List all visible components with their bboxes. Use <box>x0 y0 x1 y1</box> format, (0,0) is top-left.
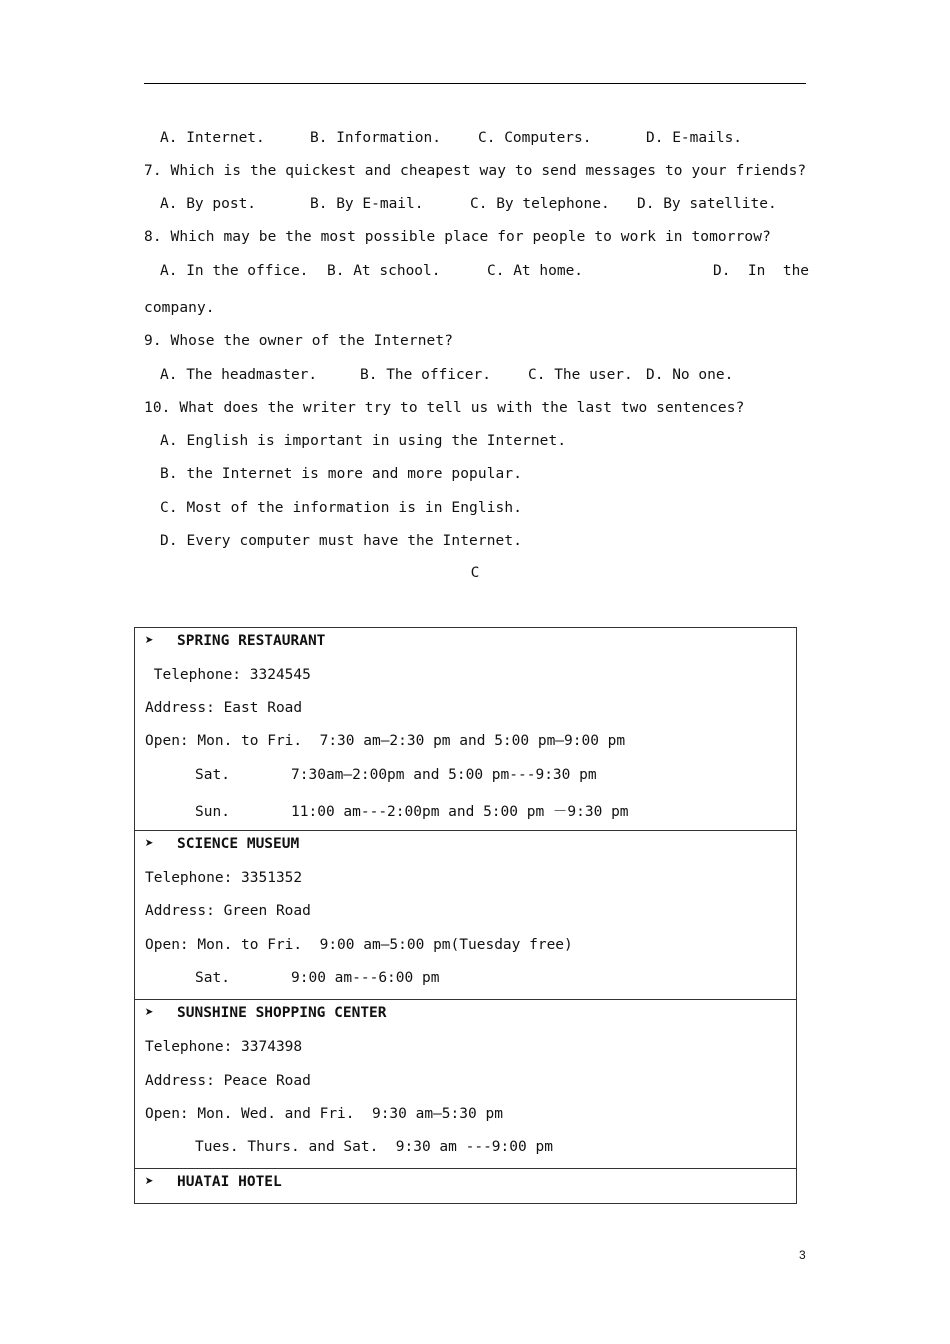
q7-options <box>160 195 800 213</box>
listing-title <box>145 836 299 852</box>
listing-telephone: Telephone: 3374398 <box>145 1039 303 1055</box>
q9-options <box>160 366 800 384</box>
q7-question: 7. Which is the quickest and cheapest way to send messages to your friends? <box>144 163 807 179</box>
listing-name: SUNSHINE SHOPPING CENTER <box>177 1005 387 1021</box>
q8-continuation: company. <box>144 300 215 316</box>
q7-option-a: A. By post. <box>160 196 257 212</box>
q8-question: 8. Which may be the most possible place for people to work in tomorrow? <box>144 229 771 245</box>
q8-option-d: D. In the <box>713 263 810 279</box>
q7-option-d: D. By satellite. <box>637 196 777 212</box>
listing-title <box>145 1174 282 1190</box>
q6-option-c: C. Computers. <box>478 130 592 146</box>
listing-name: SPRING RESTAURANT <box>177 633 326 649</box>
arrowhead-bullet-icon: ➤ <box>145 633 154 649</box>
listing-hours-tue-thu-sat: Tues. Thurs. and Sat. 9:30 am ---9:00 pm <box>195 1139 553 1155</box>
listing-address: Address: Peace Road <box>145 1073 311 1089</box>
q6-option-d: D. E-mails. <box>646 130 743 146</box>
listing-hours-sun: Sun. 11:00 am---2:00pm and 5:00 pm －9:30 pm <box>195 804 629 820</box>
listing-hours-sat: Sat. 9:00 am---6:00 pm <box>195 970 440 986</box>
page-number: 3 <box>799 1248 806 1262</box>
q6-options <box>160 129 800 147</box>
listing-telephone: Telephone: 3324545 <box>145 667 311 683</box>
listing-title <box>145 1005 387 1021</box>
listing-telephone: Telephone: 3351352 <box>145 870 303 886</box>
q9-question: 9. Whose the owner of the Internet? <box>144 333 454 349</box>
listing-hours-sat: Sat. 7:30am—2:00pm and 5:00 pm---9:30 pm <box>195 767 597 783</box>
q10-option-d: D. Every computer must have the Internet. <box>160 533 523 549</box>
q9-option-d: D. No one. <box>646 367 734 383</box>
q7-option-c: C. By telephone. <box>470 196 610 212</box>
q9-option-b: B. The officer. <box>360 367 491 383</box>
arrowhead-bullet-icon: ➤ <box>145 836 154 852</box>
listing-title <box>145 633 325 649</box>
q8-option-c: C. At home. <box>487 263 584 279</box>
header-rule <box>144 83 806 84</box>
q10-option-b: B. the Internet is more and more popular. <box>160 466 523 482</box>
listing-science-museum <box>134 830 797 1000</box>
listing-spring-restaurant <box>134 627 797 831</box>
listing-sunshine-shopping-center <box>134 999 797 1169</box>
listing-name: SCIENCE MUSEUM <box>177 836 300 852</box>
q8-option-b: B. At school. <box>327 263 441 279</box>
listing-open: Open: Mon. to Fri. 9:00 am—5:00 pm(Tuesday free) <box>145 937 573 953</box>
q9-option-c: C. The user. <box>528 367 633 383</box>
arrowhead-bullet-icon: ➤ <box>145 1005 154 1021</box>
q9-option-a: A. The headmaster. <box>160 367 318 383</box>
q10-question: 10. What does the writer try to tell us with the last two sentences? <box>144 400 745 416</box>
arrowhead-bullet-icon: ➤ <box>145 1174 154 1190</box>
q10-option-c: C. Most of the information is in English. <box>160 500 523 516</box>
q7-option-b: B. By E-mail. <box>310 196 424 212</box>
q6-option-b: B. Information. <box>310 130 441 146</box>
listing-open: Open: Mon. to Fri. 7:30 am—2:30 pm and 5:00 pm—9:00 pm <box>145 733 626 749</box>
q8-option-a: A. In the office. <box>160 263 309 279</box>
q10-option-a: A. English is important in using the Internet. <box>160 433 567 449</box>
listing-name: HUATAI HOTEL <box>177 1174 282 1190</box>
listing-address: Address: East Road <box>145 700 303 716</box>
listing-huatai-hotel <box>134 1168 797 1204</box>
section-label: C <box>470 565 480 581</box>
listing-open: Open: Mon. Wed. and Fri. 9:30 am—5:30 pm <box>145 1106 503 1122</box>
listing-address: Address: Green Road <box>145 903 311 919</box>
q8-options <box>160 262 810 280</box>
q6-option-a: A. Internet. <box>160 130 265 146</box>
